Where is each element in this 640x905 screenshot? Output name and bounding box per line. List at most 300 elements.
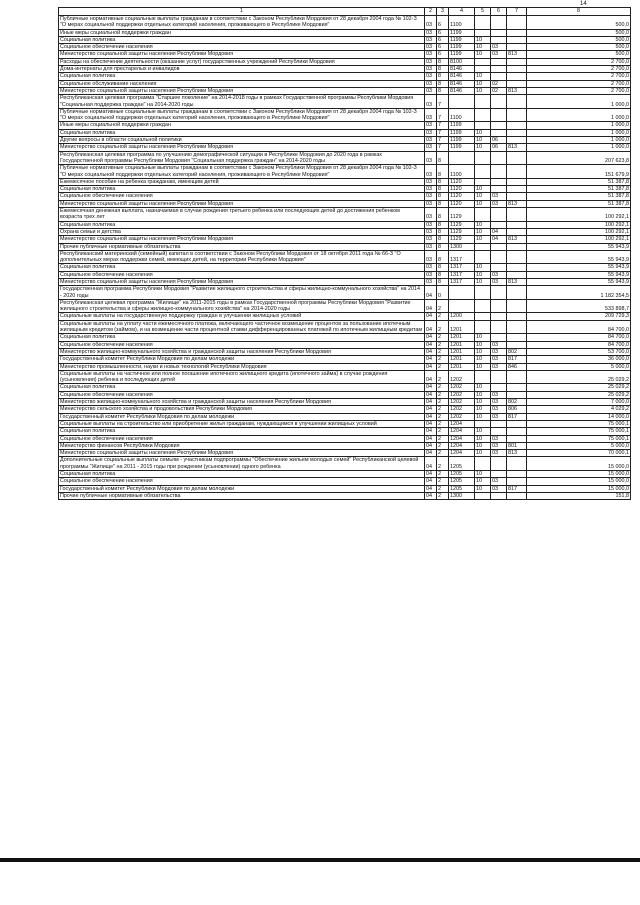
row-name: Социальное обеспечение населения <box>59 391 425 398</box>
row-code-2: 8 <box>437 66 449 73</box>
row-code-2: 2 <box>437 384 449 391</box>
row-code-1: 03 <box>425 228 437 235</box>
row-code-1: 03 <box>425 58 437 65</box>
row-code-2: 2 <box>437 450 449 457</box>
row-section: 10 <box>475 406 491 413</box>
table-row <box>59 320 631 334</box>
table-row <box>59 178 631 185</box>
row-code-2: 8 <box>437 80 449 87</box>
row-code-2: 2 <box>437 471 449 478</box>
row-code-2: 8 <box>437 236 449 243</box>
table-row <box>59 286 631 300</box>
row-section <box>475 320 491 334</box>
table-row <box>59 44 631 51</box>
row-department: 817 <box>507 356 527 363</box>
table-body <box>59 16 631 500</box>
row-section: 10 <box>475 435 491 442</box>
row-department <box>507 80 527 87</box>
row-department <box>507 208 527 222</box>
row-amount: 1 182 354,5 <box>527 286 631 300</box>
table-row <box>59 442 631 449</box>
row-subsection <box>491 384 507 391</box>
row-code-1: 04 <box>425 478 437 485</box>
row-code-2: 8 <box>437 73 449 80</box>
row-subsection <box>491 299 507 313</box>
row-subsection <box>491 320 507 334</box>
row-code-1: 03 <box>425 221 437 228</box>
row-code-2: 2 <box>437 313 449 320</box>
row-name: Публичные нормативные социальные выплаты гражданам в соответствии с Законом Республики Мордовия от 28 декабря 2004 года № 102-З "О мерах социальной поддержки отдельных категорий населения, проживающего в Республике Мордовия" <box>59 165 425 179</box>
row-amount: 1 000,0 <box>527 95 631 109</box>
row-subsection: 03 <box>491 363 507 370</box>
row-code-1: 04 <box>425 384 437 391</box>
row-subsection <box>491 58 507 65</box>
table-row <box>59 108 631 122</box>
row-amount: 15 000,0 <box>527 457 631 471</box>
row-section <box>475 178 491 185</box>
row-section <box>475 208 491 222</box>
row-name: Государственный комитет Республики Мордовия по делам молодежи <box>59 356 425 363</box>
row-code-3: 1100 <box>449 16 475 30</box>
row-section: 10 <box>475 428 491 435</box>
row-code-1: 04 <box>425 334 437 341</box>
row-name: Социальные выплаты на частичное или полное погашение ипотечного жилищного кредита (ипотечного займа) в случае рождения (усыновления) ребенка и последующих детей <box>59 370 425 384</box>
row-code-1: 04 <box>425 420 437 427</box>
row-amount: 2 700,0 <box>527 87 631 94</box>
row-code-1: 04 <box>425 299 437 313</box>
table-row <box>59 363 631 370</box>
table-row <box>59 341 631 348</box>
row-code-1: 03 <box>425 44 437 51</box>
row-code-1: 03 <box>425 29 437 36</box>
table-row <box>59 278 631 285</box>
row-code-2: 2 <box>437 370 449 384</box>
row-name: Республиканская целевая программа по улучшению демографической ситуации в Республике Мордовия до 2020 года в рамках Государственной программы Республики Мордовия "Социальная поддержка граждан" на 2014-2020 годы <box>59 151 425 165</box>
row-code-1: 04 <box>425 348 437 355</box>
row-code-3: 1202 <box>449 384 475 391</box>
row-code-2: 2 <box>437 334 449 341</box>
row-name: Социальная политика <box>59 264 425 271</box>
row-subsection <box>491 221 507 228</box>
row-amount: 1 000,0 <box>527 129 631 136</box>
table-row <box>59 95 631 109</box>
row-code-1: 03 <box>425 278 437 285</box>
row-section <box>475 29 491 36</box>
row-code-1: 03 <box>425 200 437 207</box>
table-row <box>59 370 631 384</box>
row-code-3: 1100 <box>449 165 475 179</box>
row-subsection: 03 <box>491 478 507 485</box>
row-department <box>507 435 527 442</box>
row-code-3: 1201 <box>449 320 475 334</box>
col-header-1: 1 <box>59 8 425 16</box>
row-department <box>507 228 527 235</box>
row-subsection <box>491 129 507 136</box>
row-section: 10 <box>475 44 491 51</box>
row-code-1: 04 <box>425 450 437 457</box>
row-code-2: 8 <box>437 193 449 200</box>
table-row <box>59 122 631 129</box>
col-header-7: 7 <box>507 8 527 16</box>
row-amount: 500,0 <box>527 29 631 36</box>
row-subsection: 02 <box>491 87 507 94</box>
row-amount: 55 943,9 <box>527 250 631 264</box>
row-code-1: 03 <box>425 178 437 185</box>
row-code-3: 1100 <box>449 108 475 122</box>
row-department <box>507 492 527 499</box>
table-row <box>59 228 631 235</box>
row-amount: 151,8 <box>527 492 631 499</box>
row-name: Республиканская целевая программа "Старшее поколение" на 2014-2018 годы в рамках Государственной программы Республики Мордовия "Социальная поддержка граждан" на 2014-2020 годы <box>59 95 425 109</box>
row-amount: 15 000,0 <box>527 485 631 492</box>
row-amount: 1 000,0 <box>527 144 631 151</box>
table-row <box>59 208 631 222</box>
row-department <box>507 151 527 165</box>
row-amount: 84 700,0 <box>527 334 631 341</box>
row-code-2: 2 <box>437 341 449 348</box>
row-code-2: 6 <box>437 29 449 36</box>
row-section <box>475 492 491 499</box>
row-amount: 15 000,0 <box>527 478 631 485</box>
row-name: Социальное обслуживание населения <box>59 80 425 87</box>
row-code-3: 1120 <box>449 178 475 185</box>
row-amount: 500,0 <box>527 44 631 51</box>
row-subsection: 03 <box>491 341 507 348</box>
row-department <box>507 44 527 51</box>
row-department <box>507 29 527 36</box>
table-row <box>59 264 631 271</box>
row-name: Публичные нормативные социальные выплаты гражданам в соответствии с Законом Республики Мордовия от 28 декабря 2004 года № 102-З "О мерах социальной поддержки отдельных категорий населения, проживающего в Республике Мордовия" <box>59 16 425 30</box>
column-number-row <box>59 8 631 16</box>
row-code-2: 8 <box>437 264 449 271</box>
table-row <box>59 221 631 228</box>
row-code-3: 1129 <box>449 221 475 228</box>
row-department <box>507 334 527 341</box>
row-amount: 4 029,2 <box>527 406 631 413</box>
table-row <box>59 348 631 355</box>
table-row <box>59 356 631 363</box>
row-name: Министерство сельского хозяйства и продовольствия Республики Мордовия <box>59 406 425 413</box>
row-code-1: 03 <box>425 51 437 58</box>
row-subsection <box>491 471 507 478</box>
row-subsection: 04 <box>491 236 507 243</box>
row-name: Министерство финансов Республики Мордовия <box>59 442 425 449</box>
row-section: 10 <box>475 363 491 370</box>
row-name: Министерство социальной защиты населения Республики Мордовия <box>59 144 425 151</box>
row-department <box>507 478 527 485</box>
row-code-1: 03 <box>425 186 437 193</box>
row-code-2: 2 <box>437 485 449 492</box>
row-amount: 75 000,1 <box>527 435 631 442</box>
row-name: Республиканский материнский (семейный) капитал в соответствии с Законом Республики Мордовия от 18 октября 2011 года № 66-З "О дополнительных мерах поддержки семей, имеющих детей, на территории Республики Мордовия" <box>59 250 425 264</box>
row-code-1: 03 <box>425 165 437 179</box>
row-name: Иные меры социальной поддержки граждан <box>59 29 425 36</box>
row-name: Министерство социальной защиты населения Республики Мордовия <box>59 450 425 457</box>
row-department <box>507 16 527 30</box>
row-code-2: 8 <box>437 250 449 264</box>
row-name: Расходы на обеспечение деятельности (оказание услуг) государственных учреждений Республики Мордовия <box>59 58 425 65</box>
row-amount: 75 000,1 <box>527 428 631 435</box>
col-header-2: 2 <box>425 8 437 16</box>
table-row <box>59 36 631 43</box>
row-subsection: 03 <box>491 450 507 457</box>
row-section: 10 <box>475 341 491 348</box>
row-code-3: 1202 <box>449 391 475 398</box>
row-code-3: 1120 <box>449 193 475 200</box>
row-name: Социальное обеспечение населения <box>59 341 425 348</box>
row-code-3: 1205 <box>449 485 475 492</box>
row-subsection <box>491 243 507 250</box>
col-header-4: 4 <box>449 8 475 16</box>
row-amount: 100 292,1 <box>527 221 631 228</box>
row-amount: 7 000,0 <box>527 399 631 406</box>
row-department <box>507 313 527 320</box>
col-header-8: 8 <box>527 8 631 16</box>
row-amount: 2 700,0 <box>527 80 631 87</box>
table-row <box>59 435 631 442</box>
row-name: Министерство жилищно-коммунального хозяйства и гражданской защиты населения Республики Мордовия <box>59 399 425 406</box>
row-code-3: 8100 <box>449 58 475 65</box>
row-amount: 1 000,0 <box>527 122 631 129</box>
row-department: 813 <box>507 144 527 151</box>
row-section: 10 <box>475 278 491 285</box>
row-department <box>507 129 527 136</box>
row-code-3: 8146 <box>449 73 475 80</box>
budget-table <box>58 7 631 500</box>
row-name: Социальная политика <box>59 186 425 193</box>
row-code-3: 1201 <box>449 356 475 363</box>
row-code-1: 04 <box>425 457 437 471</box>
row-code-1: 03 <box>425 66 437 73</box>
row-code-1: 03 <box>425 73 437 80</box>
row-code-2: 8 <box>437 87 449 94</box>
bottom-divider <box>0 858 640 862</box>
row-code-2: 8 <box>437 58 449 65</box>
row-department <box>507 95 527 109</box>
row-section <box>475 299 491 313</box>
row-code-3: 8146 <box>449 66 475 73</box>
row-amount: 500,0 <box>527 51 631 58</box>
row-code-3: 1317 <box>449 250 475 264</box>
row-code-3: 1129 <box>449 228 475 235</box>
row-department: 846 <box>507 363 527 370</box>
row-code-2: 7 <box>437 122 449 129</box>
row-amount: 55 943,9 <box>527 271 631 278</box>
row-amount: 51 387,8 <box>527 193 631 200</box>
row-subsection: 03 <box>491 442 507 449</box>
row-name: Социальная политика <box>59 36 425 43</box>
table-row <box>59 299 631 313</box>
row-amount: 2 700,0 <box>527 58 631 65</box>
row-subsection: 02 <box>491 80 507 87</box>
table-row <box>59 16 631 30</box>
row-subsection <box>491 165 507 179</box>
table-row <box>59 144 631 151</box>
table-row <box>59 73 631 80</box>
row-department <box>507 264 527 271</box>
row-department <box>507 178 527 185</box>
row-section: 10 <box>475 450 491 457</box>
row-name: Дома-интернаты для престарелых и инвалидов <box>59 66 425 73</box>
row-code-2: 8 <box>437 165 449 179</box>
row-name: Социальное обеспечение населения <box>59 478 425 485</box>
row-name: Социальное обеспечение населения <box>59 435 425 442</box>
row-department: 817 <box>507 413 527 420</box>
row-section: 10 <box>475 391 491 398</box>
row-subsection <box>491 370 507 384</box>
row-department: 813 <box>507 87 527 94</box>
row-code-3: 8146 <box>449 87 475 94</box>
row-code-3: 1317 <box>449 264 475 271</box>
row-code-3: 1205 <box>449 478 475 485</box>
row-section: 10 <box>475 129 491 136</box>
table-row <box>59 271 631 278</box>
table-row <box>59 250 631 264</box>
table-row <box>59 66 631 73</box>
row-department <box>507 193 527 200</box>
row-department <box>507 221 527 228</box>
row-section: 10 <box>475 413 491 420</box>
row-section: 10 <box>475 137 491 144</box>
row-amount: 14 000,0 <box>527 413 631 420</box>
row-code-1: 04 <box>425 406 437 413</box>
table-row <box>59 334 631 341</box>
table-row <box>59 399 631 406</box>
row-code-3: 1204 <box>449 450 475 457</box>
row-amount: 53 700,0 <box>527 348 631 355</box>
row-subsection <box>491 492 507 499</box>
row-code-1: 03 <box>425 193 437 200</box>
row-section: 10 <box>475 442 491 449</box>
row-subsection <box>491 29 507 36</box>
row-department <box>507 137 527 144</box>
row-subsection: 03 <box>491 413 507 420</box>
row-code-3: 1300 <box>449 492 475 499</box>
row-subsection: 03 <box>491 435 507 442</box>
row-subsection <box>491 313 507 320</box>
row-name: Министерство социальной защиты населения Республики Мордовия <box>59 51 425 58</box>
row-section <box>475 286 491 300</box>
row-code-1: 04 <box>425 286 437 300</box>
row-subsection <box>491 95 507 109</box>
table-row <box>59 313 631 320</box>
col-header-6: 6 <box>491 8 507 16</box>
row-section <box>475 243 491 250</box>
row-subsection: 03 <box>491 278 507 285</box>
row-subsection: 03 <box>491 399 507 406</box>
row-department <box>507 165 527 179</box>
row-code-1: 03 <box>425 108 437 122</box>
row-code-3: 1205 <box>449 471 475 478</box>
row-code-3: 1199 <box>449 144 475 151</box>
row-name: Министерство социальной защиты населения Республики Мордовия <box>59 87 425 94</box>
row-section: 10 <box>475 36 491 43</box>
row-amount: 100 292,1 <box>527 236 631 243</box>
row-department <box>507 299 527 313</box>
row-code-1: 04 <box>425 313 437 320</box>
row-amount: 55 943,9 <box>527 264 631 271</box>
row-section: 10 <box>475 186 491 193</box>
table-row <box>59 51 631 58</box>
row-code-1: 03 <box>425 144 437 151</box>
row-subsection <box>491 264 507 271</box>
row-subsection: 03 <box>491 44 507 51</box>
row-name: Социальные выплаты на государственную поддержку граждан в улучшении жилищных условий <box>59 313 425 320</box>
row-name: Государственный комитет Республики Мордовия по делам молодежи <box>59 485 425 492</box>
row-department: 802 <box>507 399 527 406</box>
row-code-2: 7 <box>437 129 449 136</box>
row-department <box>507 122 527 129</box>
row-code-3: 1129 <box>449 236 475 243</box>
row-code-2: 8 <box>437 208 449 222</box>
row-department <box>507 66 527 73</box>
row-section <box>475 151 491 165</box>
row-amount: 100 292,1 <box>527 208 631 222</box>
row-section: 10 <box>475 264 491 271</box>
row-section: 10 <box>475 144 491 151</box>
table-row <box>59 29 631 36</box>
row-code-1: 03 <box>425 243 437 250</box>
row-code-2: 8 <box>437 221 449 228</box>
row-name: Охрана семьи и детства <box>59 228 425 235</box>
row-section: 10 <box>475 334 491 341</box>
row-amount: 533 898,7 <box>527 299 631 313</box>
row-department <box>507 370 527 384</box>
row-section: 10 <box>475 271 491 278</box>
row-subsection <box>491 36 507 43</box>
row-amount: 25 029,2 <box>527 391 631 398</box>
row-section <box>475 16 491 30</box>
row-department: 813 <box>507 200 527 207</box>
row-code-3: 1204 <box>449 428 475 435</box>
row-code-2: 2 <box>437 399 449 406</box>
row-department <box>507 341 527 348</box>
row-subsection <box>491 428 507 435</box>
row-department <box>507 186 527 193</box>
row-section: 10 <box>475 221 491 228</box>
row-department <box>507 271 527 278</box>
row-amount: 100 292,1 <box>527 228 631 235</box>
row-code-1: 03 <box>425 264 437 271</box>
row-name: Социальные выплаты на уплату части ежемесячного платежа, включающего частичное возмещение процентов за пользование ипотечным жилищным кредитом (займом), и на возмещение части процентной ставки дифференцированных платежей по ипотечным жилищным кредитам <box>59 320 425 334</box>
row-code-3: 1201 <box>449 348 475 355</box>
row-subsection <box>491 108 507 122</box>
row-amount: 55 943,9 <box>527 278 631 285</box>
row-code-1: 03 <box>425 250 437 264</box>
table-row <box>59 236 631 243</box>
row-amount: 209 729,3 <box>527 313 631 320</box>
row-code-3: 1199 <box>449 122 475 129</box>
row-code-2: 2 <box>437 492 449 499</box>
row-code-3: 1202 <box>449 399 475 406</box>
row-section: 10 <box>475 399 491 406</box>
row-code-3: 1199 <box>449 137 475 144</box>
row-code-2: 2 <box>437 420 449 427</box>
table-row <box>59 485 631 492</box>
row-code-3: 1317 <box>449 271 475 278</box>
row-section: 10 <box>475 348 491 355</box>
row-name: Прочие публичные нормативные обязательства <box>59 243 425 250</box>
row-subsection: 03 <box>491 193 507 200</box>
table-row <box>59 478 631 485</box>
row-code-3: 1201 <box>449 341 475 348</box>
row-code-3: 1199 <box>449 29 475 36</box>
row-code-3: 1202 <box>449 406 475 413</box>
table-row <box>59 420 631 427</box>
row-code-1: 03 <box>425 122 437 129</box>
row-code-3: 1129 <box>449 208 475 222</box>
row-amount: 51 387,8 <box>527 200 631 207</box>
